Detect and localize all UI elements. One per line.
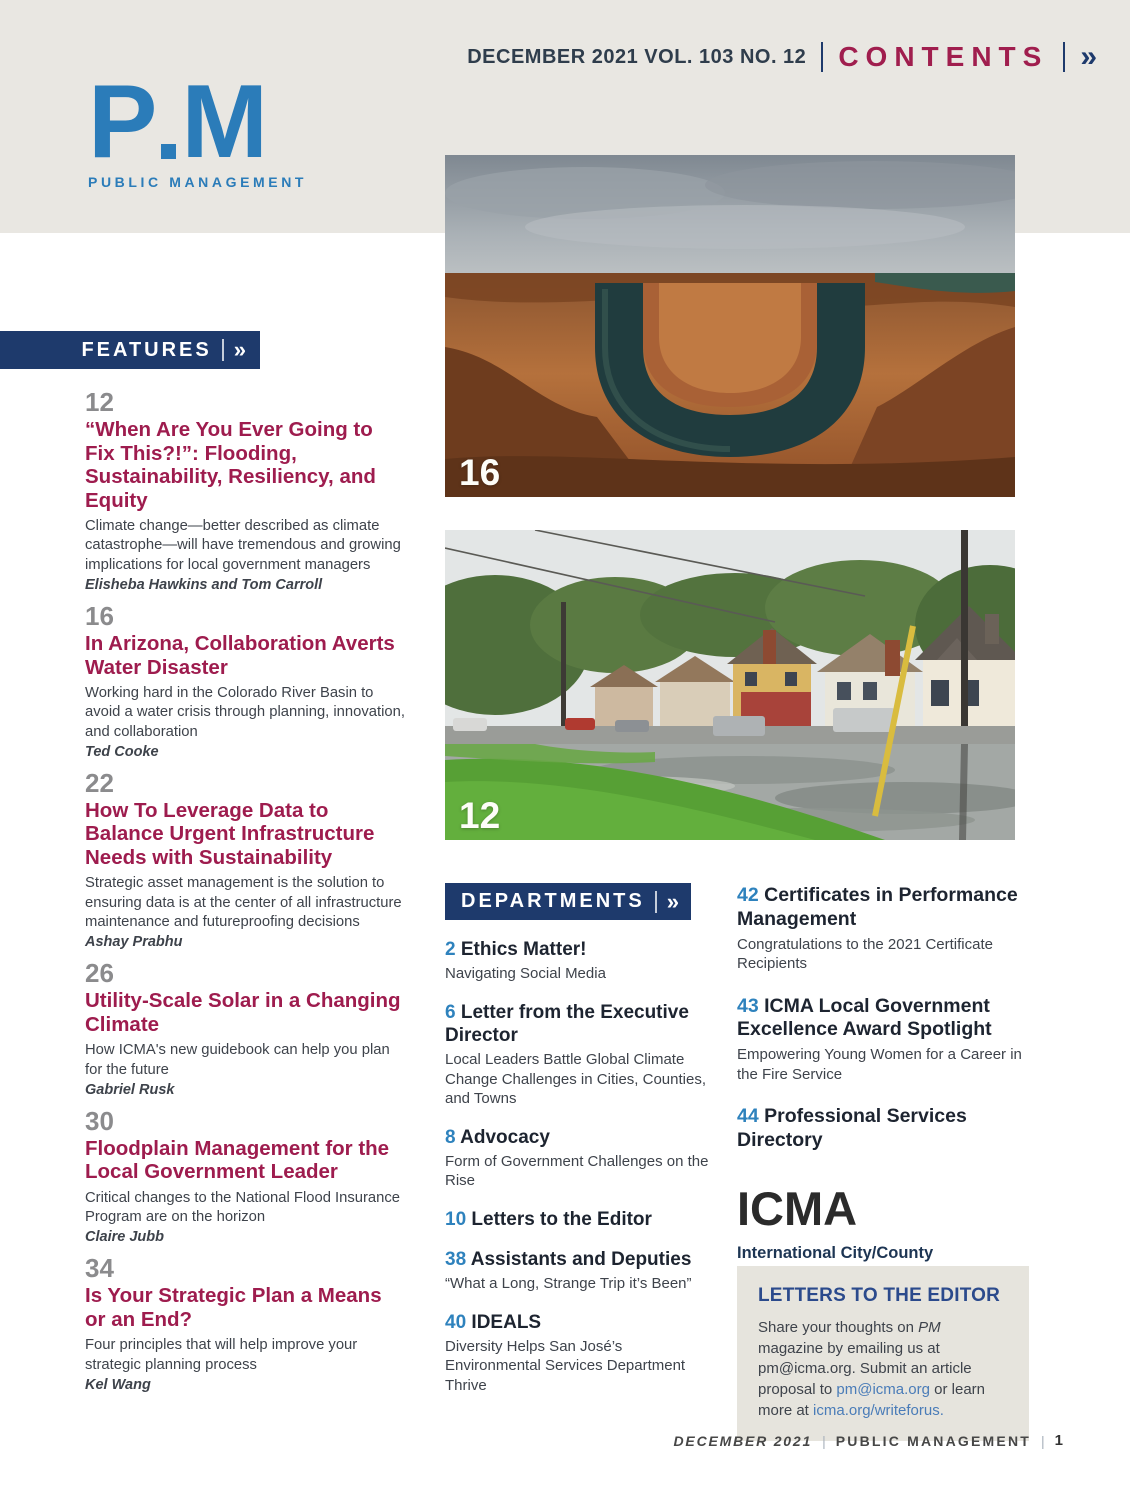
divider: | [822, 1432, 826, 1449]
page-footer [674, 1432, 1063, 1449]
features-header: FEATURES [81, 338, 212, 361]
department-page-number: 2 [445, 939, 456, 960]
department-title[interactable] [445, 1001, 721, 1047]
department-title-text[interactable]: Advocacy [460, 1126, 550, 1148]
department-item[interactable] [445, 1126, 721, 1191]
department-title-text[interactable]: Assistants and Deputies [470, 1248, 692, 1270]
horseshoe-bend-photo[interactable] [445, 155, 1015, 497]
back-item-title[interactable] [737, 1105, 1037, 1153]
feature-authors: Claire Jubb [85, 1229, 164, 1246]
department-item[interactable] [445, 1248, 721, 1294]
divider [1063, 42, 1065, 72]
back-item-page-number: 43 [737, 994, 759, 1017]
feature-authors: Elisheba Hawkins and Tom Carroll [85, 576, 323, 593]
feature-item[interactable] [85, 767, 407, 951]
department-item[interactable] [445, 1001, 721, 1109]
horseshoe-bend-illustration [445, 155, 1015, 497]
feature-page-number: 12 [85, 387, 114, 417]
feature-item[interactable] [85, 389, 407, 593]
feature-authors: Ashay Prabhu [85, 934, 183, 951]
pm-logo-mark [88, 64, 307, 180]
department-description: Form of Government Challenges on the Rise [445, 1152, 709, 1190]
photo-page-label: 12 [459, 795, 501, 836]
back-item[interactable] [737, 1105, 1037, 1153]
footer-page-number: 1 [1054, 1432, 1063, 1449]
department-description: Diversity Helps San José’s Environmental Services Department Thrive [445, 1337, 686, 1394]
pm-email-link[interactable]: pm@icma.org [836, 1381, 930, 1399]
feature-description: Strategic asset management is the solution to ensuring data is at the center of all infrastructure maintenance and futureproofing decisions [85, 875, 402, 930]
double-chevron-icon: » [233, 337, 246, 362]
back-item-title[interactable] [737, 884, 1037, 932]
feature-title[interactable]: Floodplain Management for the Local Government Leader [85, 1136, 390, 1184]
feature-title[interactable]: How To Leverage Data to Balance Urgent Infrastructure Needs with Sustainability [85, 798, 375, 869]
footer-date: DECEMBER 2021 [673, 1432, 813, 1449]
departments-header: DEPARTMENTS [461, 890, 645, 912]
department-title-text[interactable]: Ethics Matter! [460, 939, 587, 960]
feature-item[interactable] [85, 600, 407, 760]
department-page-number: 38 [445, 1248, 467, 1270]
back-item[interactable] [737, 884, 1037, 974]
letters-to-editor-box [737, 1266, 1029, 1441]
back-item-description: Empowering Young Women for a Career in the Fire Service [737, 1046, 1022, 1083]
issue-line: DECEMBER 2021 VOL. 103 NO. 12 [467, 45, 807, 68]
feature-authors: Ted Cooke [85, 743, 159, 760]
feature-authors: Gabriel Rusk [85, 1081, 175, 1098]
department-title[interactable] [445, 1311, 721, 1334]
pm-logo-caption: PUBLIC MANAGEMENT [88, 174, 308, 191]
back-item-page-number: 44 [737, 1105, 759, 1128]
back-item-title-text[interactable]: ICMA Local Government Excellence Award Spotlight [737, 994, 992, 1041]
divider [222, 339, 224, 361]
feature-title[interactable]: “When Are You Ever Going to Fix This?!”: Flooding, Sustainability, Resiliency, and Equity [85, 418, 376, 512]
back-item-title-text[interactable]: Certificates in Performance Management [737, 884, 1018, 930]
pm-logo-letter-p: P [88, 64, 154, 180]
double-chevron-icon: » [666, 888, 679, 914]
feature-item[interactable] [85, 1105, 407, 1246]
department-title[interactable] [445, 938, 721, 961]
feature-title[interactable]: In Arizona, Collaboration Averts Water Disaster [85, 631, 395, 679]
feature-title[interactable]: Utility-Scale Solar in a Changing Climate [85, 989, 401, 1036]
feature-title[interactable]: Is Your Strategic Plan a Means or an End? [85, 1284, 382, 1331]
department-title-text[interactable]: Letter from the Executive Director [445, 1001, 689, 1046]
back-item[interactable] [737, 995, 1037, 1085]
department-title-text[interactable]: IDEALS [471, 1311, 542, 1333]
divider [655, 891, 657, 913]
back-item-page-number: 42 [737, 884, 759, 906]
flooded-street-illustration [445, 530, 1015, 840]
back-item-description: Congratulations to the 2021 Certificate Recipients [737, 935, 993, 973]
pm-logo [88, 64, 308, 191]
department-page-number: 6 [445, 1001, 456, 1023]
feature-description: Working hard in the Colorado River Basin to avoid a water crisis through planning, innovation, and collaboration [85, 685, 405, 740]
photo-page-label: 16 [459, 452, 501, 493]
department-item[interactable] [445, 1311, 721, 1396]
icma-logo: ICMA [737, 1181, 858, 1235]
pm-logo-dot [161, 144, 176, 159]
features-section-bar [0, 331, 260, 369]
masthead [467, 36, 1097, 78]
pm-logo-letter-m: M [181, 64, 265, 180]
pm-magazine-italic: PM [918, 1319, 941, 1336]
features-list [85, 389, 407, 1403]
letters-text-part: magazine by emailing us at pm@icma.org. Submit an article proposal to [758, 1339, 972, 1399]
feature-page-number: 30 [85, 1105, 114, 1136]
flooded-street-photo[interactable] [445, 530, 1015, 840]
double-chevron-icon: » [1080, 40, 1097, 73]
department-description: Local Leaders Battle Global Climate Change Challenges in Cities, Counties, and Towns [445, 1051, 706, 1108]
department-title-text[interactable]: Letters to the Editor [471, 1208, 652, 1230]
feature-page-number: 16 [85, 600, 114, 631]
feature-page-number: 34 [85, 1253, 114, 1284]
feature-item[interactable] [85, 960, 407, 1098]
feature-item[interactable] [85, 1255, 407, 1393]
contents-title: CONTENTS [838, 41, 1049, 72]
department-item[interactable] [445, 938, 721, 984]
feature-page-number: 26 [85, 958, 114, 989]
feature-description: Four principles that will help improve your strategic planning process [85, 1337, 358, 1373]
divider [821, 42, 823, 72]
feature-description: How ICMA's new guidebook can help you plan for the future [85, 1042, 390, 1078]
department-page-number: 10 [445, 1208, 467, 1230]
letters-box-title: LETTERS TO THE EDITOR [758, 1285, 1001, 1306]
back-item-title[interactable] [737, 995, 1037, 1043]
letters-box-text [758, 1318, 1008, 1421]
department-title[interactable] [445, 1248, 721, 1271]
department-page-number: 8 [445, 1126, 456, 1148]
letters-text-part: Share your thoughts on [758, 1319, 919, 1336]
department-page-number: 40 [445, 1311, 467, 1333]
divider: | [1041, 1432, 1045, 1449]
feature-description: Critical changes to the National Flood Insurance Program are on the horizon [85, 1189, 401, 1226]
letters-text-part: or learn more at [758, 1381, 986, 1419]
icma-name-line1: International City/County [737, 1243, 934, 1262]
back-items-column [737, 884, 1037, 1286]
back-item-title-text[interactable]: Professional Services Directory [737, 1105, 967, 1151]
department-description: “What a Long, Strange Trip it’s Been” [445, 1275, 692, 1293]
department-description: Navigating Social Media [445, 965, 606, 983]
feature-page-number: 22 [85, 767, 114, 798]
department-item[interactable] [445, 1208, 721, 1231]
feature-authors: Kel Wang [85, 1376, 151, 1393]
department-title[interactable] [445, 1208, 721, 1231]
department-title[interactable] [445, 1126, 721, 1149]
writeforus-link[interactable]: icma.org/writeforus. [813, 1401, 944, 1419]
departments-section-bar [445, 883, 691, 920]
feature-description: Climate change—better described as climate catastrophe—will have tremendous and growing implications for local government managers [85, 518, 401, 573]
departments-list [445, 938, 721, 1412]
footer-magazine-name: PUBLIC MANAGEMENT [835, 1432, 1032, 1449]
